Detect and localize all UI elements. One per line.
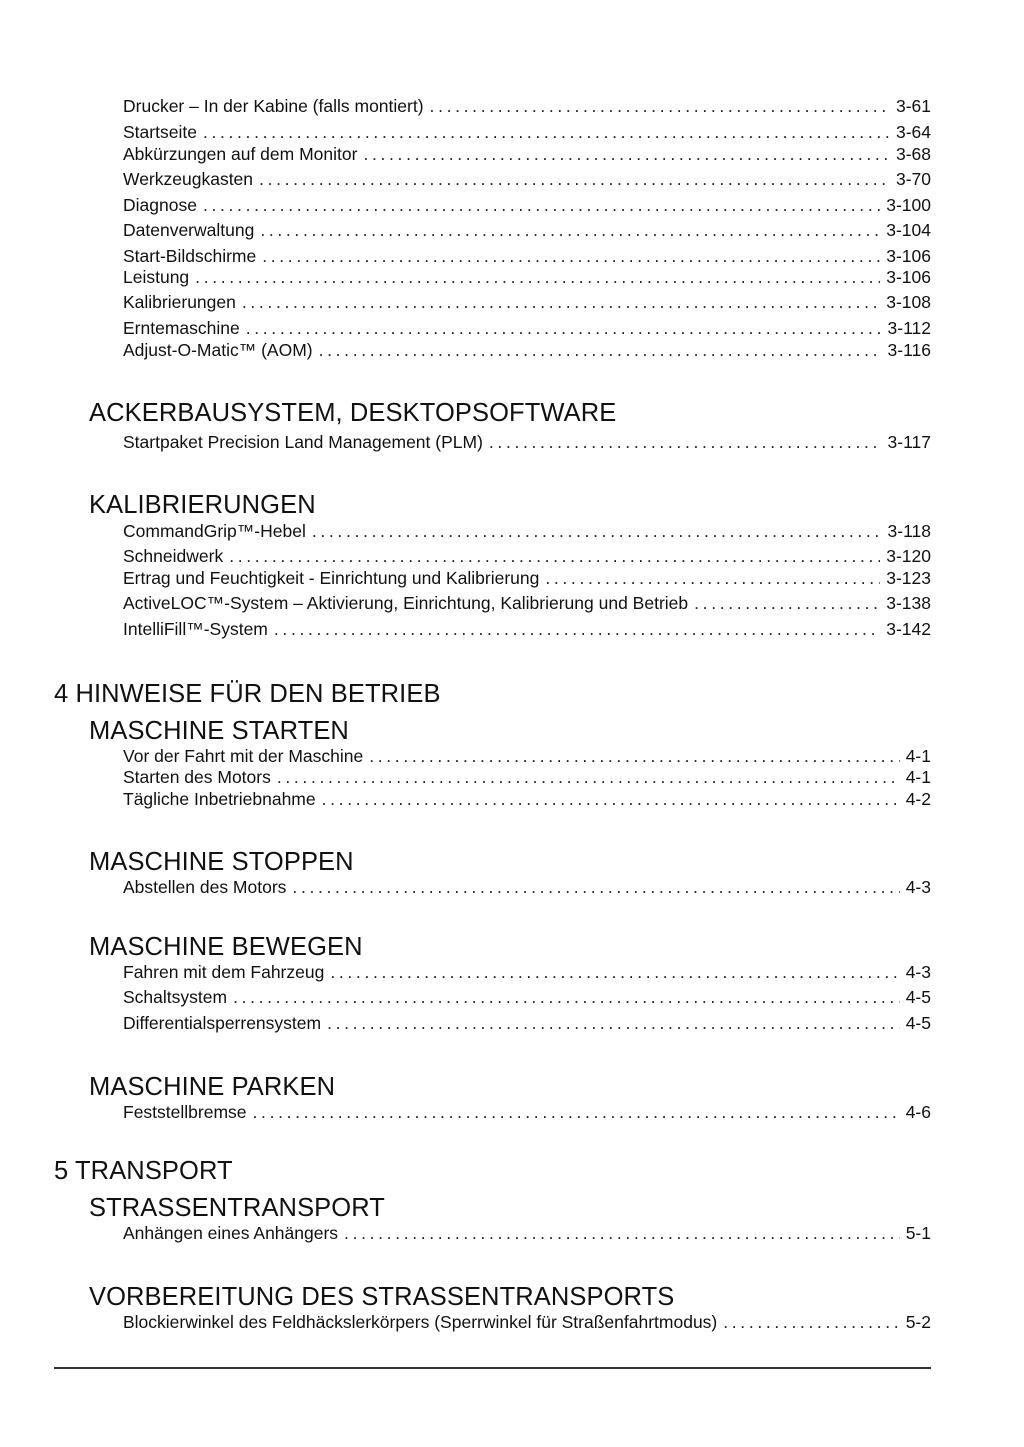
section-heading: MASCHINE STOPPEN	[89, 848, 354, 876]
section-heading: VORBEREITUNG DES STRASSENTRANSPORTS	[89, 1283, 675, 1311]
dot-leader	[246, 317, 882, 339]
toc-entry-page: 3-104	[886, 220, 931, 240]
dot-leader	[327, 1012, 900, 1034]
dot-leader	[242, 291, 880, 313]
toc-entry-page: 3-70	[895, 169, 931, 189]
toc-entry[interactable]	[123, 545, 931, 567]
toc-entry-page: 3-61	[895, 96, 931, 116]
dot-leader	[292, 876, 899, 898]
toc-entry[interactable]	[123, 592, 931, 614]
toc-entry-page: 3-106	[886, 267, 931, 287]
dot-leader	[195, 266, 880, 288]
toc-entry[interactable]	[123, 618, 931, 640]
dot-leader	[489, 431, 882, 453]
toc-entry-title: Erntemaschine	[123, 318, 240, 338]
toc-entry-title: Drucker – In der Kabine (falls montiert)	[123, 96, 424, 116]
toc-entry[interactable]	[123, 121, 931, 143]
toc-entry-title: CommandGrip™-Hebel	[123, 521, 306, 541]
dot-leader	[253, 1101, 900, 1123]
toc-entry-page: 4-3	[905, 962, 931, 982]
toc-entry-page: 4-1	[905, 767, 931, 787]
toc-entry-title: Blockierwinkel des Feldhäckslerkörpers (Sperrwinkel für Straßenfahrtmodus)	[123, 1312, 718, 1332]
toc-entry-page: 4-1	[905, 746, 931, 766]
toc-entry-page: 3-116	[887, 340, 931, 360]
toc-entry-page: 3-120	[886, 546, 931, 566]
dot-leader	[363, 143, 890, 165]
dot-leader	[260, 219, 880, 241]
toc-entry-page: 3-112	[887, 318, 931, 338]
section-heading: ACKERBAUSYSTEM, DESKTOPSOFTWARE	[89, 399, 617, 427]
toc-entry-page: 4-5	[905, 1013, 931, 1033]
toc-entry[interactable]	[123, 219, 931, 241]
toc-entry[interactable]	[123, 339, 931, 361]
toc-entry-title: Anhängen eines Anhängers	[123, 1223, 339, 1243]
toc-entry[interactable]	[123, 766, 931, 788]
toc-entry[interactable]	[123, 520, 931, 542]
toc-entry[interactable]	[123, 317, 931, 339]
section-heading: MASCHINE PARKEN	[89, 1073, 336, 1101]
chapter-heading: 5 TRANSPORT	[54, 1157, 233, 1185]
toc-entry-title: Ertrag und Feuchtigkeit - Einrichtung und Kalibrierung	[123, 568, 540, 588]
toc-entry-page: 3-138	[886, 593, 931, 613]
toc-entry-page: 4-5	[905, 987, 931, 1007]
toc-entry-title: Starten des Motors	[123, 767, 271, 787]
dot-leader	[203, 194, 880, 216]
toc-entry[interactable]	[123, 95, 931, 117]
dot-leader	[277, 766, 900, 788]
dot-leader	[312, 520, 882, 542]
toc-entry-title: Werkzeugkasten	[123, 169, 254, 189]
toc-entry[interactable]	[123, 194, 931, 216]
toc-entry[interactable]	[123, 986, 931, 1008]
toc-entry[interactable]	[123, 1311, 931, 1333]
toc-entry-title: Abkürzungen auf dem Monitor	[123, 144, 358, 164]
toc-entry-title: Tägliche Inbetriebnahme	[123, 789, 316, 809]
footer-divider	[54, 1367, 931, 1369]
toc-entry-page: 5-1	[905, 1223, 931, 1243]
toc-entry-title: Adjust-O-Matic™ (AOM)	[123, 340, 313, 360]
toc-entry-title: Schaltsystem	[123, 987, 228, 1007]
toc-entry-page: 3-100	[886, 195, 931, 215]
toc-entry[interactable]	[123, 291, 931, 313]
dot-leader	[322, 788, 900, 810]
toc-entry-title: Leistung	[123, 267, 190, 287]
toc-entry-title: Startseite	[123, 122, 197, 142]
dot-leader	[233, 986, 900, 1008]
toc-entry-page: 4-2	[905, 789, 931, 809]
dot-leader	[723, 1311, 899, 1333]
toc-entry-title: Schneidwerk	[123, 546, 224, 566]
dot-leader	[369, 745, 899, 767]
section-heading: MASCHINE STARTEN	[89, 717, 349, 745]
toc-entry-title: Fahren mit dem Fahrzeug	[123, 962, 325, 982]
toc-entry[interactable]	[123, 266, 931, 288]
toc-entry[interactable]	[123, 143, 931, 165]
toc-entry-page: 3-142	[886, 619, 931, 639]
dot-leader	[259, 168, 890, 190]
dot-leader	[344, 1222, 900, 1244]
toc-entry-title: Kalibrierungen	[123, 292, 236, 312]
toc-entry-page: 4-6	[905, 1102, 931, 1122]
toc-entry-page: 3-108	[886, 292, 931, 312]
dot-leader	[319, 339, 882, 361]
toc-entry-title: Vor der Fahrt mit der Maschine	[123, 746, 364, 766]
chapter-heading: 4 HINWEISE FÜR DEN BETRIEB	[54, 680, 441, 708]
section-heading: MASCHINE BEWEGEN	[89, 933, 363, 961]
dot-leader	[203, 121, 890, 143]
toc-entry-page: 3-64	[895, 122, 931, 142]
toc-entry[interactable]	[123, 1012, 931, 1034]
toc-entry-title: IntelliFill™-System	[123, 619, 268, 639]
dot-leader	[430, 95, 890, 117]
toc-entry[interactable]	[123, 876, 931, 898]
toc-entry[interactable]	[123, 788, 931, 810]
dot-leader	[274, 618, 880, 640]
toc-entry-page: 3-123	[886, 568, 931, 588]
toc-entry-page: 3-118	[887, 521, 931, 541]
toc-entry-title: Differentialsperrensystem	[123, 1013, 322, 1033]
toc-entry[interactable]	[123, 168, 931, 190]
toc-entry-page: 3-106	[886, 246, 931, 266]
section-heading: STRASSENTRANSPORT	[89, 1194, 385, 1222]
toc-entry-title: Abstellen des Motors	[123, 877, 287, 897]
toc-entry[interactable]	[123, 961, 931, 983]
toc-entry-title: Start-Bildschirme	[123, 246, 257, 266]
toc-entry-title: ActiveLOC™-System – Aktivierung, Einrichtung, Kalibrierung und Betrieb	[123, 593, 689, 613]
toc-entry[interactable]	[123, 431, 931, 453]
toc-entry[interactable]	[123, 1222, 931, 1244]
toc-entry[interactable]	[123, 1101, 931, 1123]
toc-entry-page: 5-2	[905, 1312, 931, 1332]
toc-entry-title: Startpaket Precision Land Management (PLM)	[123, 432, 483, 452]
dot-leader	[694, 592, 880, 614]
toc-entry-page: 4-3	[905, 877, 931, 897]
toc-entry-page: 3-68	[895, 144, 931, 164]
dot-leader	[330, 961, 899, 983]
toc-entry-title: Feststellbremse	[123, 1102, 247, 1122]
toc-entry-title: Datenverwaltung	[123, 220, 255, 240]
toc-entry[interactable]	[123, 245, 931, 267]
dot-leader	[262, 245, 880, 267]
dot-leader	[229, 545, 880, 567]
toc-entry-page: 3-117	[887, 432, 931, 452]
toc-entry[interactable]	[123, 745, 931, 767]
section-heading: KALIBRIERUNGEN	[89, 491, 316, 519]
toc-entry-title: Diagnose	[123, 195, 197, 215]
dot-leader	[545, 567, 880, 589]
toc-entry[interactable]	[123, 567, 931, 589]
